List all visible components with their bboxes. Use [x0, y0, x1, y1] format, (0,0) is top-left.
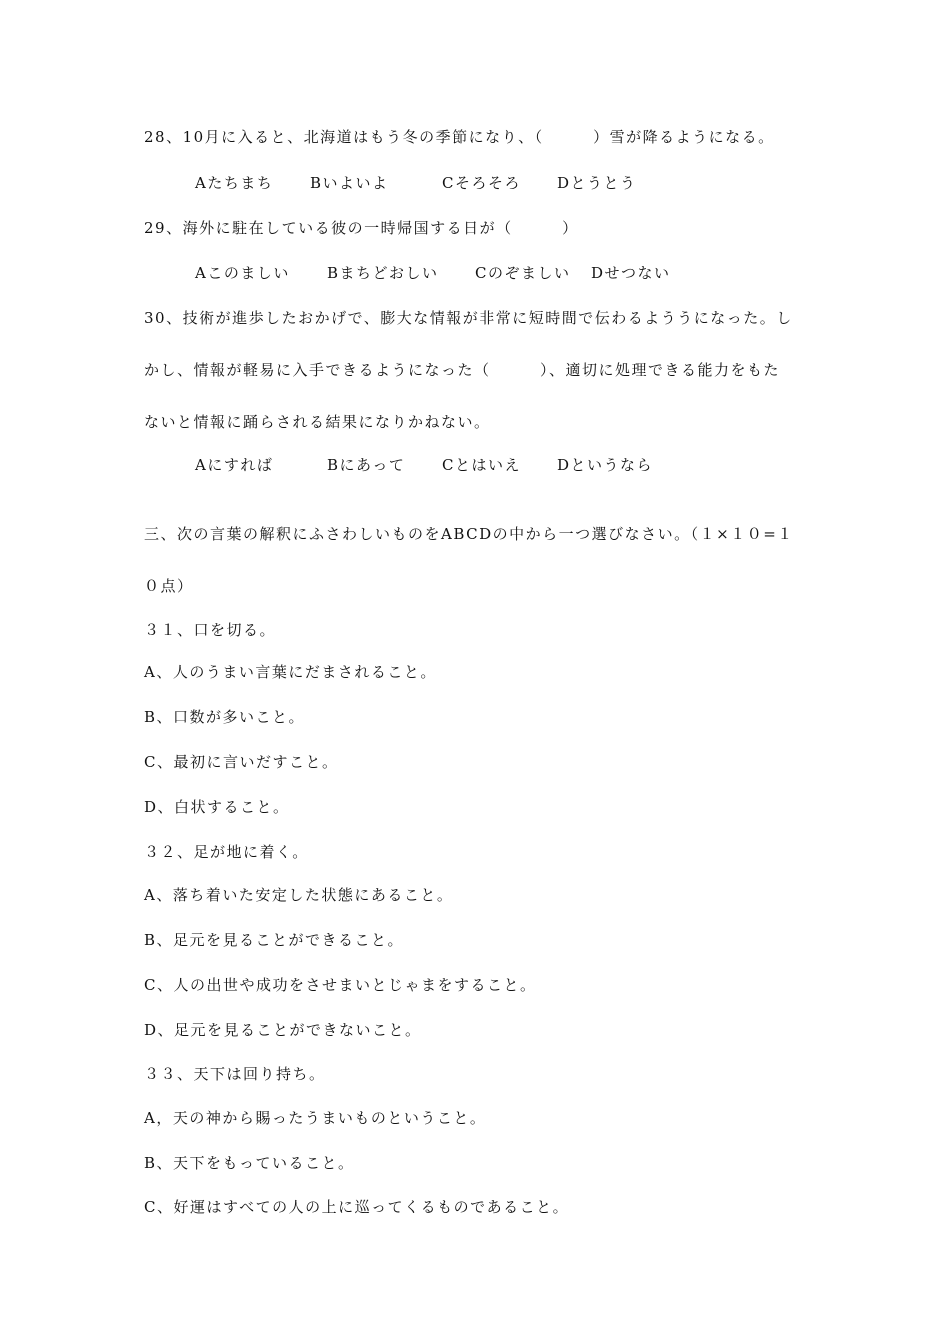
q33-choice-c: C、好運はすべての人の上に巡ってくるものであること。 — [144, 1198, 570, 1216]
q30-option-d: Dというなら — [557, 456, 654, 474]
q30-line-1: 30、技術が進歩したおかげで、膨大な情報が非常に短時間で伝わるよううになった。し — [144, 309, 793, 327]
q30-line-3: ないと情報に踊らされる結果になりかねない。 — [144, 413, 491, 431]
q29-stem: 29、海外に駐在している彼の一時帰国する日が（ ） — [144, 219, 579, 237]
section-3-heading-cont: ０点） — [144, 577, 194, 595]
q29-option-a: Aこのましい — [195, 264, 290, 282]
q33-choice-a: A，天の神から賜ったうまいものということ。 — [144, 1109, 487, 1127]
q32-title: ３２、足が地に着く。 — [144, 843, 309, 861]
q29-option-c: Cのぞましい — [475, 264, 571, 282]
q33-choice-b: B、天下をもっていること。 — [144, 1154, 355, 1172]
q30-option-a: Aにすれば — [195, 456, 274, 474]
q31-title: ３１、口を切る。 — [144, 621, 277, 639]
q32-choice-c: C、人の出世や成功をさせまいとじゃまをすること。 — [144, 976, 537, 994]
q29-option-b: Bまちどおしい — [327, 264, 439, 282]
q32-choice-a: A、落ち着いた安定した状態にあること。 — [144, 886, 454, 904]
q28-stem: 28、10月に入ると、北海道はもう冬の季節になり、（ ）雪が降るようになる。 — [144, 128, 775, 146]
q32-choice-b: B、足元を見ることができること。 — [144, 931, 405, 949]
q32-choice-d: D、足元を見ることができないこと。 — [144, 1021, 422, 1039]
q31-choice-c: C、最初に言いだすこと。 — [144, 753, 339, 771]
q30-option-b: Bにあって — [327, 456, 406, 474]
q29-option-d: Dせつない — [591, 264, 671, 282]
q28-option-d: Dとうとう — [557, 174, 637, 192]
q28-option-a: Aたちまち — [195, 174, 274, 192]
q31-choice-d: D、白状すること。 — [144, 798, 290, 816]
q30-option-c: Cとはいえ — [442, 456, 521, 474]
section-3-heading: 三、次の言葉の解釈にふさわしいものをABCDの中から一つ選びなさい。（１×１０=１ — [144, 525, 794, 543]
q31-choice-a: A、人のうまい言葉にだまされること。 — [144, 663, 437, 681]
q30-line-2: かし、情報が軽易に入手できるようになった（ ）、適切に処理できる能力をもた — [144, 361, 781, 379]
q31-choice-b: B、口数が多いこと。 — [144, 708, 306, 726]
q33-title: ３３、天下は回り持ち。 — [144, 1065, 326, 1083]
q28-option-c: Cそろそろ — [442, 174, 521, 192]
q28-option-b: Bいよいよ — [310, 174, 389, 192]
